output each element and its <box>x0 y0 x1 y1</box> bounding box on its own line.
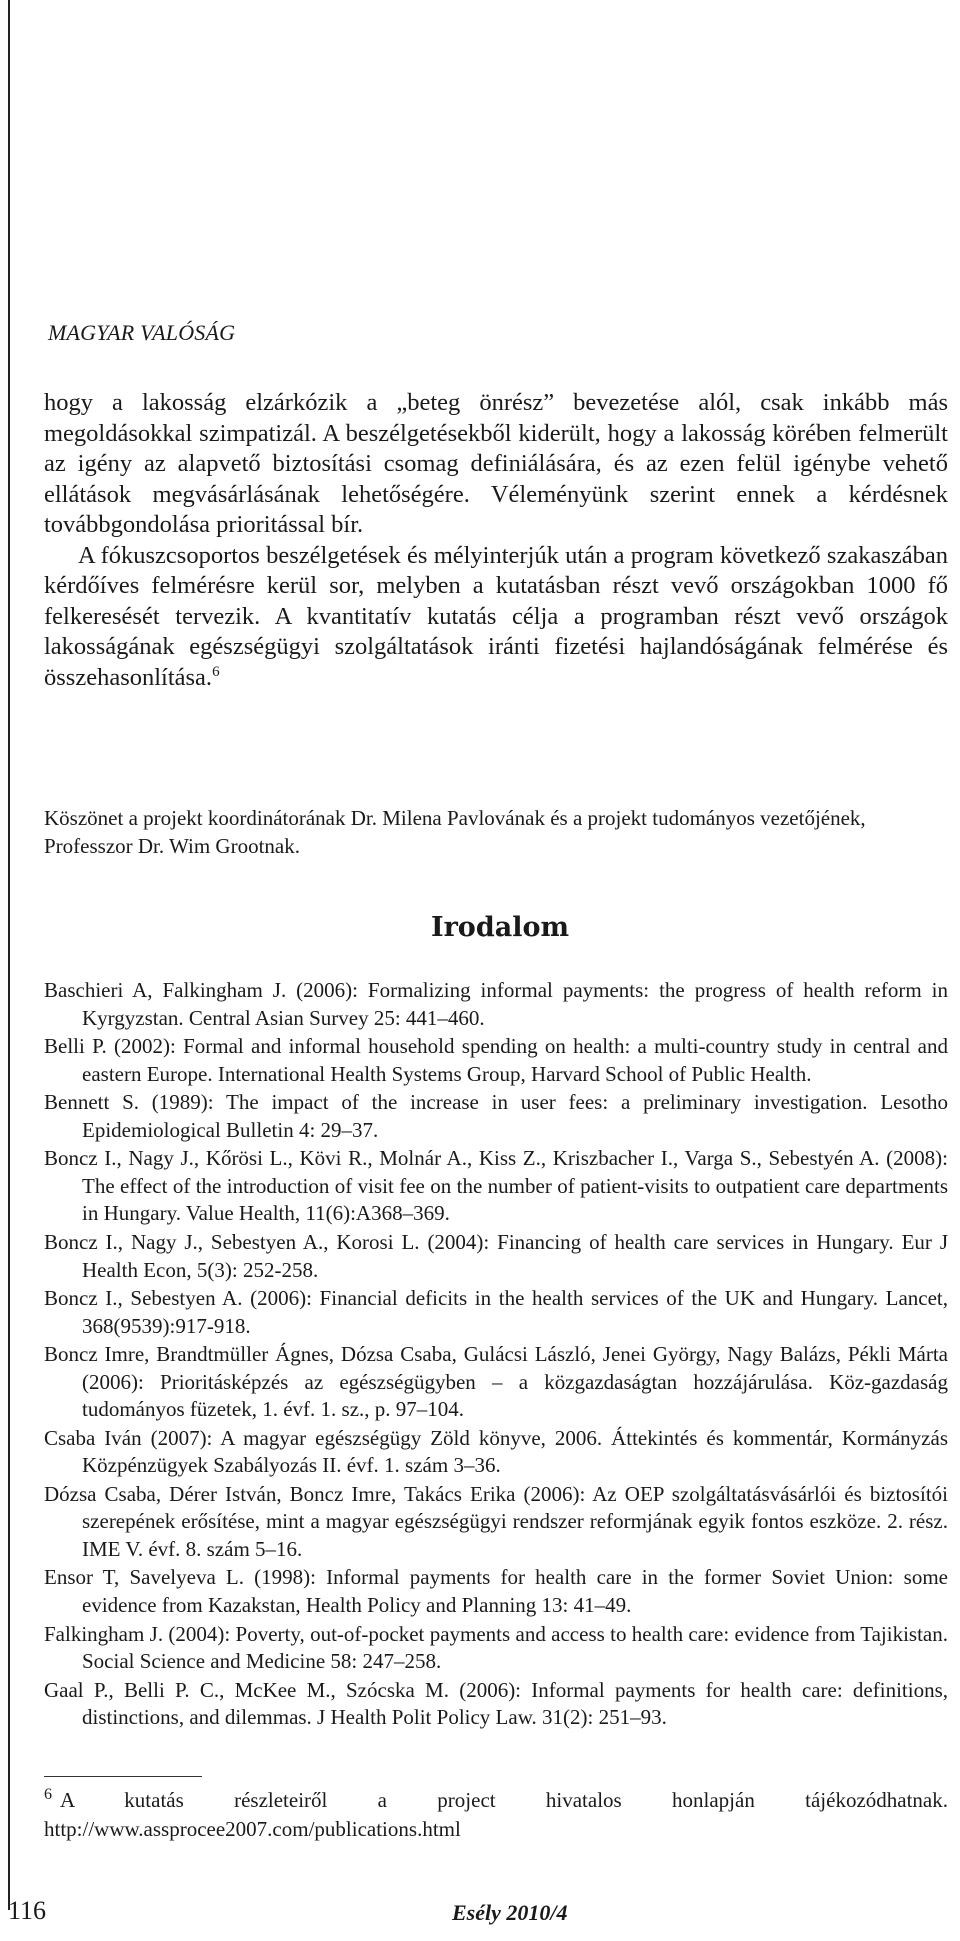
footnote <box>44 1786 948 1844</box>
reference-item: Boncz I., Nagy J., Kőrösi L., Kövi R., Molnár A., Kiss Z., Kriszbacher I., Varga S., Sebestyén A. (2008): The effect of the introduction of visit fee on the number of patient-visits to outpatient care departments in Hungary. Value Health, 11(6):A368–369. <box>44 1146 948 1226</box>
body-paragraph-1: hogy a lakosság elzárkózik a „beteg önrész” bevezetése alól, csak inkább más megoldásokkal szimpatizál. A beszélgetésekből kiderült, hogy a lakosság körében felmerült az igény az alapvető biztosítási csomag definiálására, és az ezen felül igénybe vehető ellátások megvásárlásának lehetőségére. Véleményünk szerint ennek a kérdésnek továbbgondolása prioritással bír. <box>44 389 948 538</box>
reference-item: Ensor T, Savelyeva L. (1998): Informal payments for health care in the former Soviet Union: some evidence from Kazakstan, Health Policy and Planning 13: 41–49. <box>44 1565 948 1618</box>
footnote-divider <box>44 1776 202 1777</box>
acknowledgement: Köszönet a projekt koordinátorának Dr. Milena Pavlovának és a projekt tudományos vezetőjének, Professzor Dr. Wim Grootnak. <box>44 806 866 858</box>
journal-footer: Esély 2010/4 <box>452 1900 568 1925</box>
body-text <box>44 388 948 693</box>
running-head: MAGYAR VALÓSÁG <box>48 320 236 345</box>
reference-item: Bennett S. (1989): The impact of the increase in user fees: a preliminary investigation. Lesotho Epidemiological Bulletin 4: 29–37. <box>44 1090 948 1142</box>
left-margin-rule <box>8 0 10 1910</box>
reference-item: Baschieri A, Falkingham J. (2006): Formalizing informal payments: the progress of health reform in Kyrgyzstan. Central Asian Survey 25: 441–460. <box>44 978 948 1030</box>
footnote-text: A kutatás részleteiről a project hivatalos honlapján tájékozódhatnak. http://www.assprocee2007.com/publications.html <box>44 1788 948 1841</box>
page-number: 116 <box>8 1896 47 1925</box>
reference-item: Boncz I., Nagy J., Sebestyen A., Korosi L. (2004): Financing of health care services in Hungary. Eur J Health Econ, 5(3): 252-258. <box>44 1229 948 1282</box>
body-paragraph-2 <box>44 541 948 694</box>
reference-item: Boncz Imre, Brandtmüller Ágnes, Dózsa Csaba, Gulácsi László, Jenei György, Nagy Balázs, Pékli Márta (2006): Prioritásképzés az egészségügyben – a közgazdaságtan hozzájárulása. Köz-gazdaság tudományos füzetek, 1. évf. 1. sz., p. 97–104. <box>44 1342 948 1422</box>
references-list <box>44 977 948 1733</box>
reference-item: Gaal P., Belli P. C., McKee M., Szócska M. (2006): Informal payments for health care: definitions, distinctions, and dilemmas. J Health Polit Policy Law. 31(2): 251–93. <box>44 1677 948 1730</box>
reference-item: Belli P. (2002): Formal and informal household spending on health: a multi-country study in central and eastern Europe. International Health Systems Group, Harvard School of Public Health. <box>44 1034 948 1086</box>
footnote-reference: 6 <box>212 663 220 680</box>
footnote-mark: 6 <box>44 1786 52 1803</box>
reference-item: Boncz I., Sebestyen A. (2006): Financial deficits in the health services of the UK and Hungary. Lancet, 368(9539):917-918. <box>44 1285 948 1338</box>
references-heading: Irodalom <box>430 912 570 943</box>
body-paragraph-2-text: A fókuszcsoportos beszélgetések és mélyinterjúk után a program következő szakaszában kérdőíves felmérésre kerül sor, melyben a kutatásban részt vevő országokban 1000 fő felkeresését tervezik. A kvantitatív kutatás célja a programban részt vevő országok lakosságának egészségügyi szolgáltatások iránti fizetési hajlandóságának felmérése és összehasonlítása. <box>44 541 948 691</box>
reference-item: Csaba Iván (2007): A magyar egészségügy Zöld könyve, 2006. Áttekintés és kommentár, Kormányzás Közpénzügyek Szabályozás II. évf. 1. szám 3–36. <box>44 1425 948 1478</box>
reference-item: Falkingham J. (2004): Poverty, out-of-pocket payments and access to health care: evidence from Tajikistan. Social Science and Medicine 58: 247–258. <box>44 1621 948 1674</box>
reference-item: Dózsa Csaba, Dérer István, Boncz Imre, Takács Erika (2006): Az OEP szolgáltatásvásárlói és biztosítói szerepének erősítése, mint a magyar egészségügyi rendszer reformjának egyik fontos eszköze. 2. rész. IME V. évf. 8. szám 5–16. <box>44 1481 948 1561</box>
